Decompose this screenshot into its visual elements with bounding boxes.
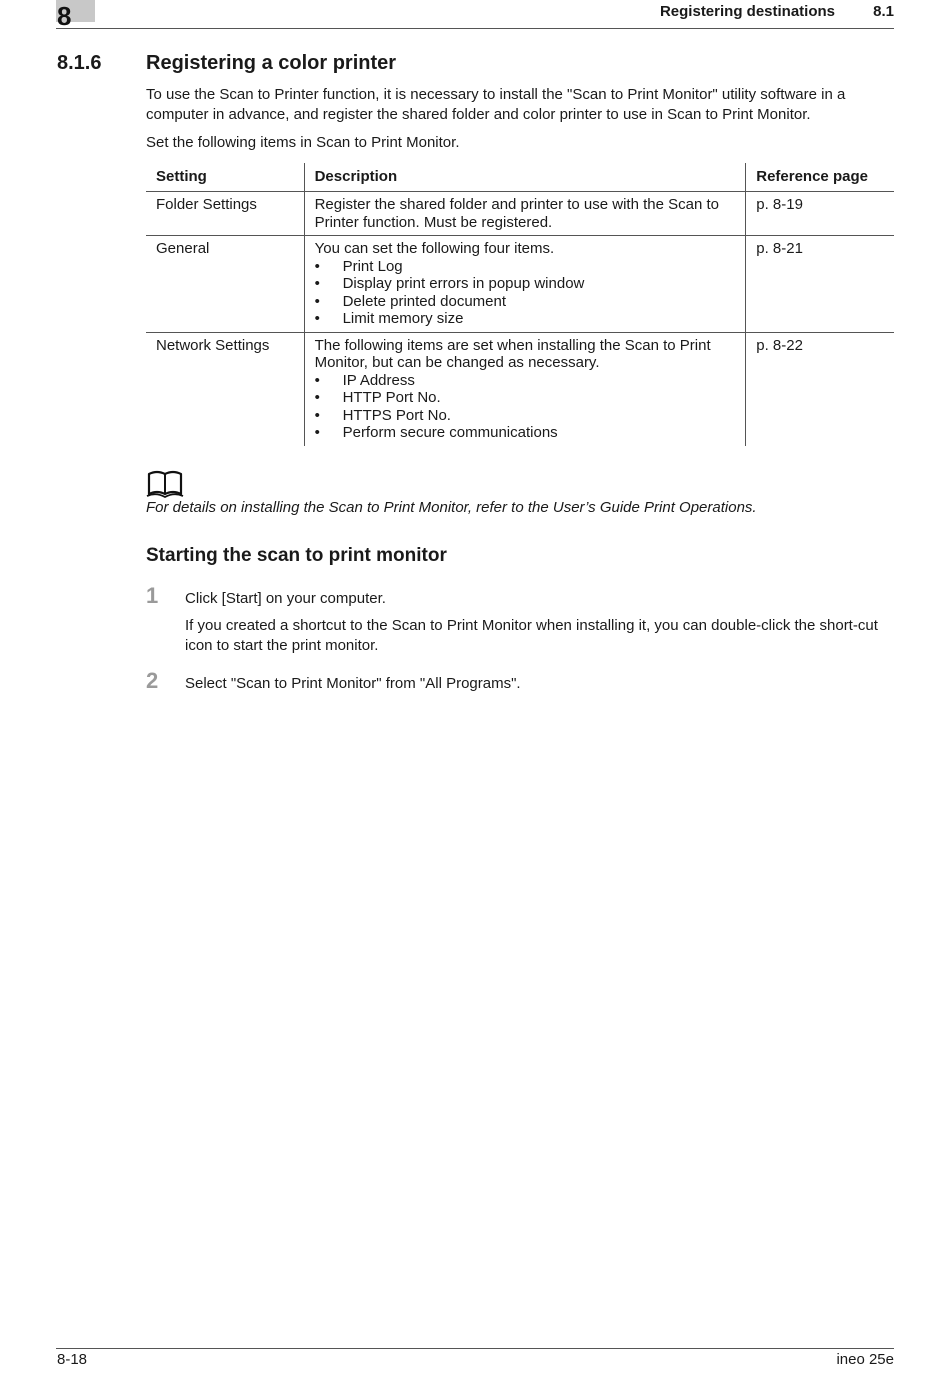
bullet-list — [315, 372, 736, 442]
list-item: • Delete printed document — [315, 293, 736, 311]
bullet-list — [315, 258, 736, 328]
description-cell — [304, 332, 746, 446]
lead-paragraph: Set the following items in Scan to Print Monitor. — [146, 134, 460, 151]
running-header-title: Registering destinations — [659, 3, 835, 20]
page-number: 8-18 — [57, 1351, 88, 1368]
running-header-section: 8.1 — [873, 3, 894, 20]
description-text: The following items are set when installing the Scan to Print Monitor, but can be changed as necessary. — [314, 336, 711, 371]
setting-cell: General — [146, 236, 304, 333]
footer-divider — [56, 1348, 894, 1349]
table-row — [146, 332, 894, 446]
subsection-title: Starting the scan to print monitor — [146, 545, 447, 566]
column-header-description: Description — [304, 163, 746, 192]
table-row — [146, 236, 894, 333]
reference-cell: p. 8-21 — [746, 236, 894, 333]
list-item: • Print Log — [315, 258, 736, 276]
book-icon — [146, 470, 184, 498]
note-text: For details on installing the Scan to Print Monitor, refer to the User’s Guide Print Operations. — [146, 499, 757, 516]
list-item: • Perform secure communications — [315, 424, 736, 442]
column-header-setting: Setting — [146, 163, 304, 192]
header-divider — [56, 28, 894, 29]
list-item: • Display print errors in popup window — [315, 275, 736, 293]
step-text: Select "Scan to Print Monitor" from "All Programs". — [185, 675, 521, 692]
table-header-row — [146, 163, 894, 192]
setting-cell: Network Settings — [156, 336, 270, 354]
description-cell — [304, 236, 746, 333]
list-item: • Limit memory size — [315, 310, 736, 328]
step-detail: If you created a shortcut to the Scan to Print Monitor when installing it, you can double-click the short-cut icon to start the print monitor. — [185, 617, 878, 654]
list-item: • HTTP Port No. — [315, 389, 736, 407]
step-text: Click [Start] on your computer. — [185, 590, 386, 607]
intro-paragraph: To use the Scan to Printer function, it is necessary to install the "Scan to Print Monitor" utility software in a computer in advance, and register the shared folder and color printer to use in Scan to Print Monitor. — [146, 86, 846, 123]
reference-cell: p. 8-19 — [746, 192, 894, 236]
section-title: Registering a color printer — [146, 52, 397, 74]
list-item: • IP Address — [315, 372, 736, 390]
description-text: You can set the following four items. — [314, 240, 555, 257]
list-item: • HTTPS Port No. — [315, 407, 736, 425]
step-number: 1 — [146, 583, 159, 608]
section-number: 8.1.6 — [57, 52, 102, 74]
setting-cell: Folder Settings — [146, 192, 304, 236]
product-name: ineo 25e — [836, 1351, 894, 1368]
reference-cell: p. 8-22 — [756, 336, 803, 354]
description-cell — [304, 192, 746, 236]
column-header-reference: Reference page — [746, 163, 894, 192]
table-row — [146, 192, 894, 236]
chapter-number: 8 — [57, 1, 72, 31]
description-text: Register the shared folder and printer to use with the Scan to Printer function. Must be registered. — [314, 196, 719, 231]
settings-table — [146, 163, 894, 446]
step-number: 2 — [146, 668, 159, 693]
